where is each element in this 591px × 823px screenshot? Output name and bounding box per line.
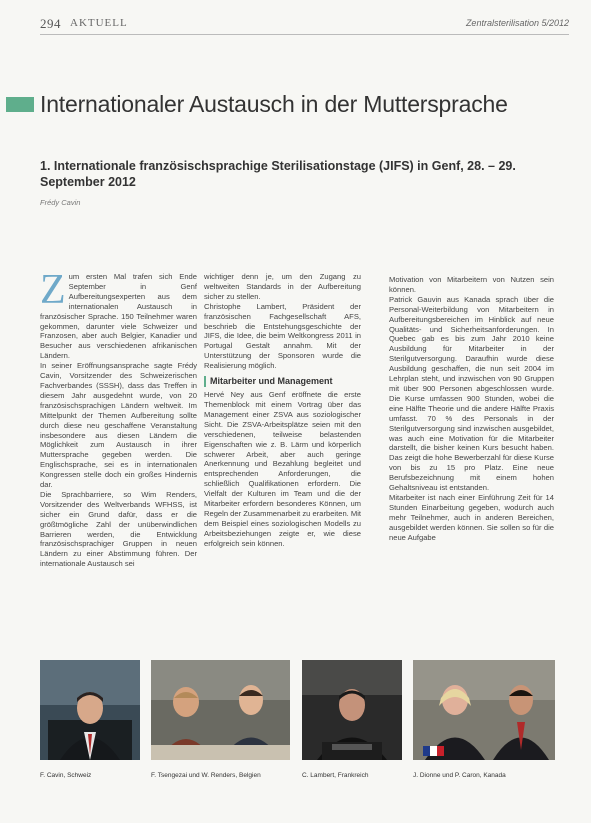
paragraph: wichtiger denn je, um den Zugang zu weltweiten Standards in der Aufbereitung sicher zu stellen. bbox=[204, 272, 361, 301]
photo-tsengezai-renders bbox=[151, 660, 290, 760]
section-label: AKTUELL bbox=[70, 17, 128, 29]
journal-label: Zentralsterilisation 5/2012 bbox=[465, 18, 569, 28]
drop-cap: Z bbox=[40, 267, 66, 313]
section-heading: Mitarbeiter und Management bbox=[204, 376, 361, 387]
article-subtitle: 1. Internationale französischsprachige Sterilisationstage (JIFS) in Genf, 28. – 29. September 2012 bbox=[40, 159, 516, 189]
photo-caption: F. Tsengezai und W. Renders, Belgien bbox=[151, 772, 261, 779]
paragraph: um ersten Mal trafen sich Ende September in Genf Aufbereitungsexperten aus dem internationalen Austausch in französischer Sprache. 150 Teilnehmer waren gekommen, darunter viele Schweizer und Franzosen, aber auch Belgier, Kanadier und Besucher aus verschiedenen afrikanischen Ländern. bbox=[40, 272, 197, 361]
photo-strip bbox=[40, 660, 555, 766]
photo-dionne-caron bbox=[413, 660, 555, 760]
photo-cavin bbox=[40, 660, 140, 760]
paragraph: In seiner Eröffnungsansprache sagte Frédy Cavin, Vorsitzender des Schweizerischen Fachverbandes (SSSH), dass das Treffen in diesem Jahr ausgedehnt wurde, von 20 französischsprachigen Ländern weltweit. Im Mittelpunkt der Themen Aufbereitung sollte durch diese neu geschaffene Veranstaltung insbesondere aus diesen Ländern die Möglichkeit zum Austausch in ihrer Muttersprache gegeben werden. Die Englischsprache, sei es in internationalen Kongressen stelle doch ein großes Hindernis dar. bbox=[40, 361, 197, 490]
page-header bbox=[40, 16, 569, 35]
page-number: 294 bbox=[40, 16, 61, 31]
column-3 bbox=[389, 275, 554, 542]
paragraph: Motivation von Mitarbeitern von Nutzen sein können. bbox=[389, 275, 554, 294]
photo-caption: C. Lambert, Frankreich bbox=[302, 772, 369, 779]
article-author: Frédy Cavin bbox=[40, 198, 81, 207]
paragraph: Patrick Gauvin aus Kanada sprach über die Personal-Weiterbildung von Mitarbeitern in Aufbereitungsbereichen im Hinblick auf neue Qualitäts- und Sicherheitsanforderungen. In Quebec gab es bis zum Jahr 2010 keine Ausbildung für Mitarbeiter in der Sterilgutversorgung. Daraufhin wurde diese Ausbildung geschaffen, die nun seit 2004 im Lehrplan steht, und inzwischen von 90 Gruppen mit über 900 Personen abgeschlossen wurde. Die Kurse umfassen 900 Stunden, wobei die eine Hälfte Theorie und die andere Hälfte Praxis umfasst. 70 % des Personals in der Sterilgutversorgung sind inzwischen ausgebildet, was auch eine Motivation für die Mitarbeiter darstellt, die bisher keinen Kurs besucht haben. Das zeigt die hohe Bewerberzahl für diese Kurse von bis zu 15 pro Platz. Eine neue Berufsbezeichnung mit einem hohen Gehaltsniveau ist entstanden. bbox=[389, 294, 554, 493]
column-1 bbox=[40, 267, 197, 569]
photo-lambert bbox=[302, 660, 402, 760]
paragraph: Mitarbeiter ist nach einer Einführung Zeit für 14 Stunden Einarbeitung gegeben, wodurch auch mehr Teilnehmer, auch in anderen Bereichen, ausgebildet werden können. Sie sollen so für die neue Aufgabe bbox=[389, 492, 554, 542]
paragraph: Hervé Ney aus Genf eröffnete die erste Themenblock mit einem Vortrag über das Management einer ZSVA aus soziologischer Sicht. Die ZSVA-Arbeitsplätze seien mit den verschiedenen, teilweise belastenden Eigenschaften wie z. B. Lärm und körperlich schwerer Arbeit, aber auch geringe Anerkennung und Bezahlung begleitet und entsprechenden Anforderungen, die schließlich Qualifikationen erfordern. Die Vielfalt der Kulturen im Team und die der Mitarbeiter erfordern besonderes Können, um Regeln der Zusammenarbeit zu erarbeiten. Mit dem Beispiel eines soziologischen Modells zu Arbeitsbeziehungen zeigte er, wie diese erfolgreich sein können. bbox=[204, 390, 362, 548]
paragraph: Christophe Lambert, Präsident der französischen Fachgesellschaft AFS, beschrieb die Entstehungsgeschichte der JIFS, die Idee, die beim Weltkongress 2011 in Portugal Gestalt annahm. Mit der Unterstützung der Sponsoren wurde die Realisierung möglich. bbox=[204, 301, 361, 371]
column-2 bbox=[204, 272, 361, 549]
photo-caption: F. Cavin, Schweiz bbox=[40, 772, 92, 779]
article-title: Internationaler Austausch in der Muttersprache bbox=[40, 91, 508, 117]
paragraph: Die Sprachbarriere, so Wim Renders, Vorsitzender des Weltverbands WFHSS, ist sicher ein Grund dafür, dass er die größtmögliche Zahl der unüberwindlichen Barrieren werden, die Entwicklung französischsprachiger Gruppen in neuen Ländern zu einer Abstimmung führen. Der internationale Austausch sei bbox=[40, 489, 197, 569]
title-accent-bar bbox=[6, 97, 34, 112]
photo-caption: J. Dionne und P. Caron, Kanada bbox=[413, 772, 506, 779]
